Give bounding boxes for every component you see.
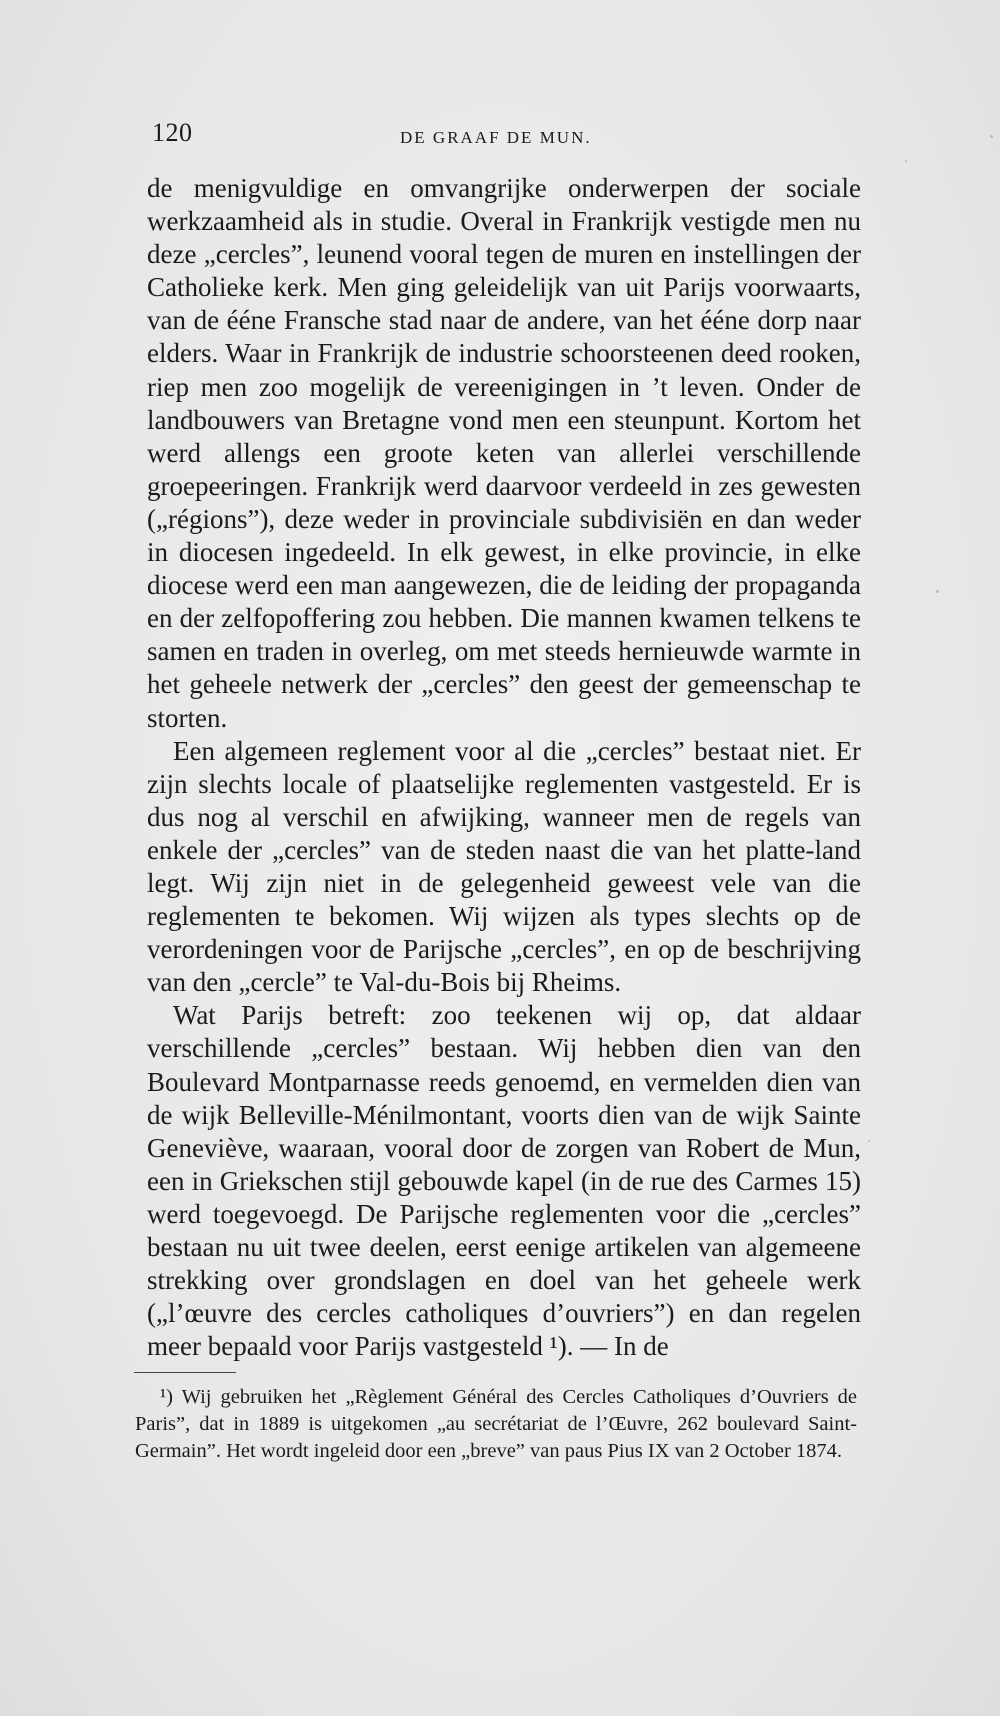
paragraph: de menigvuldige en omvangrijke onderwerpen der sociale werkzaamheid als in studie. Overal in Frankrijk vestigde men nu deze „cercles”, leunend vooral tegen de muren en instellingen der Catholieke kerk. Men ging geleidelijk van uit Parijs voorwaarts, van de ééne Fransche stad naar de andere, van het ééne dorp naar elders. Waar in Frankrijk de industrie schoorsteenen deed rooken, riep men zoo mogelijk de vereenigingen in ’t leven. Onder de landbouwers van Bretagne vond men een steunpunt. Kortom het werd allengs een groote keten van allerlei verschillende groepeeringen. Frankrijk werd daarvoor verdeeld in zes gewesten („régions”), deze weder in provinciale subdivisiën en dan weder in diocesen ingedeeld. In elk gewest, in elke provincie, in elke diocese werd een man aangewezen, die de leiding der propaganda en der zelfopoffering zou hebben. Die mannen kwamen telkens te samen en traden in overleg, om met steeds hernieuwde warmte in het geheele netwerk der „cercles” den geest der gemeenschap te storten.: [147, 173, 861, 733]
paragraph: Wat Parijs betreft: zoo teekenen wij op, dat aldaar verschillende „cercles” bestaan. Wij hebben dien van den Boulevard Montparnasse reeds genoemd, en vermelden dien van de wijk Belleville-Ménilmontant, voorts dien van de wijk Sainte Geneviève, waaraan, vooral door de zorgen van Robert de Mun, een in Griekschen stijl gebouwde kapel (in de rue des Carmes 15) werd toegevoegd. De Parijsche reglementen voor die „cercles” bestaan nu uit twee deelen, eerst eenige artikelen van algemeene strekking over grondslagen en doel van het geheele werk („l’œuvre des cercles catholiques d’ouvriers”) en dan regelen meer bepaald voor Parijs vastgesteld ¹). — In de: [147, 1000, 861, 1362]
paragraph: Een algemeen reglement voor al die „cercles” bestaat niet. Er zijn slechts locale of plaatselijke reglementen vastgesteld. Er is dus nog al verschil en afwijking, wanneer men de regels van enkele der „cercles” van de steden naast die van het platte-land legt. Wij zijn niet in de gelegenheid geweest vele van die reglementen te bekomen. Wij wijzen als types slechts op de verordeningen voor de Parijsche „cercles”, en op de beschrijving van den „cercle” te Val-du-Bois bij Rheims.: [147, 735, 861, 998]
body-text: [147, 172, 861, 1363]
page-number: 120: [152, 118, 193, 147]
footnote-rule: [134, 1372, 236, 1373]
page-header: [152, 118, 852, 158]
running-head: DE GRAAF DE MUN.: [400, 128, 592, 147]
footnote: ¹) Wij gebruiken het „Règlement Général des Cercles Catholiques d’Ouvriers de Paris”, dat in 1889 is uitgekomen „au secrétariat de l’Œuvre, 262 boulevard Saint-Germain”. Het wordt ingeleid door een „breve” van paus Pius IX van 2 October 1874.: [135, 1386, 857, 1463]
